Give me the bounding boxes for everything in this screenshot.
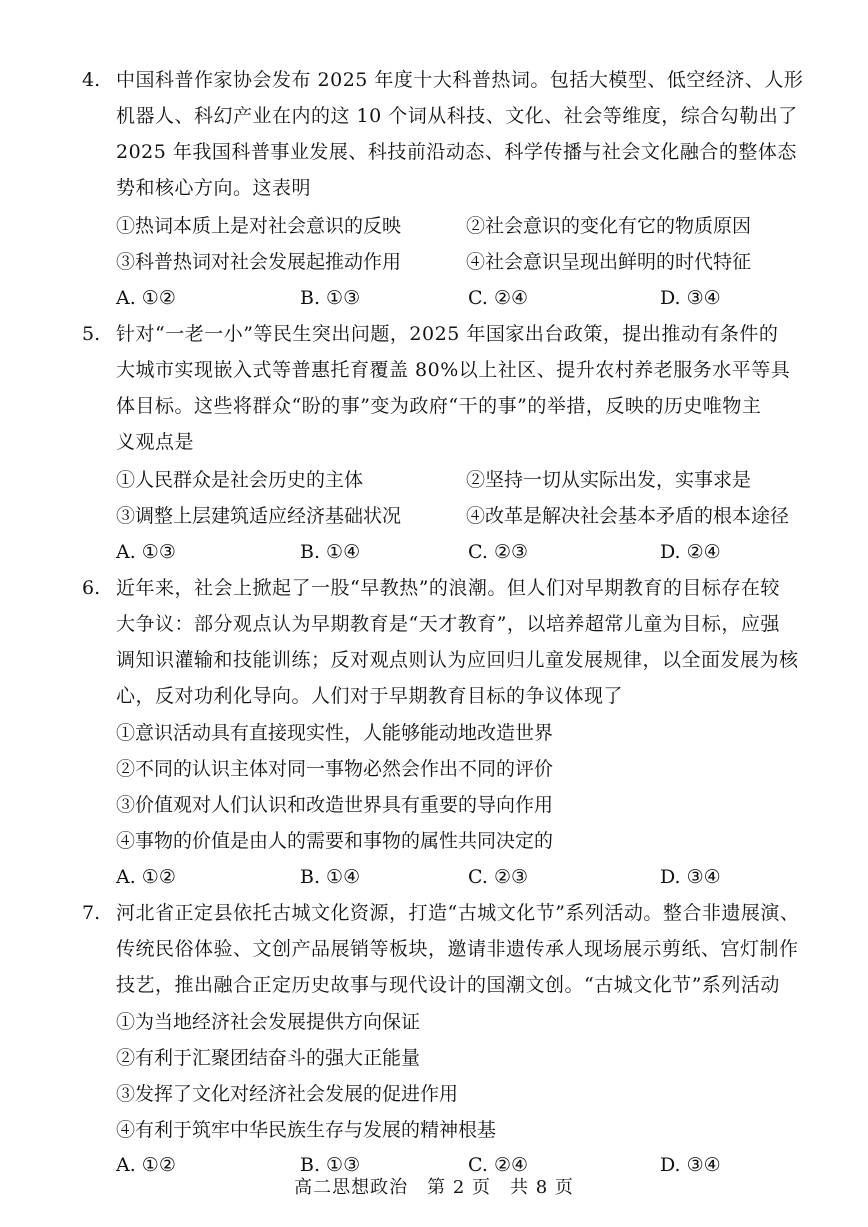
answer-choice-d[interactable]: D. ③④ (660, 287, 721, 309)
option-1: ①热词本质上是对社会意识的反映 (116, 215, 402, 237)
question-number: 4. (82, 69, 101, 91)
option-2: ②有利于汇聚团结奋斗的强大正能量 (116, 1047, 421, 1069)
question-number: 5. (82, 323, 101, 345)
option-1: ①为当地经济社会发展提供方向保证 (116, 1011, 421, 1033)
answer-choice-b[interactable]: B. ①④ (300, 866, 361, 888)
stem-line: 体目标。这些将群众“盼的事”变为政府“干的事”的举措，反映的历史唯物主 (116, 395, 762, 417)
answer-choice-c[interactable]: C. ②④ (468, 1154, 529, 1176)
question-number: 7. (82, 902, 101, 924)
answer-choice-a[interactable]: A. ①③ (116, 541, 176, 563)
option-3: ③调整上层建筑适应经济基础状况 (116, 505, 402, 527)
option-4: ④改革是解决社会基本矛盾的根本途径 (466, 505, 790, 527)
stem-line: 大争议：部分观点认为早期教育是“天才教育”，以培养超常儿童为目标，应强 (116, 613, 780, 635)
answer-choice-c[interactable]: C. ②③ (468, 541, 529, 563)
option-2: ②坚持一切从实际出发，实事求是 (466, 469, 752, 491)
stem-line: 机器人、科幻产业在内的这 10 个词从科技、文化、社会等维度，综合勾勒出了 (116, 105, 798, 127)
answer-choice-b[interactable]: B. ①③ (300, 1154, 361, 1176)
option-3: ③发挥了文化对经济社会发展的促进作用 (116, 1083, 459, 1105)
stem-line: 针对“一老一小”等民生突出问题，2025 年国家出台政策，提出推动有条件的 (116, 323, 779, 345)
stem-line: 势和核心方向。这表明 (116, 177, 312, 199)
stem-line: 中国科普作家协会发布 2025 年度十大科普热词。包括大模型、低空经济、人形 (116, 69, 804, 91)
stem-line: 心，反对功利化导向。人们对于早期教育目标的争议体现了 (116, 685, 624, 707)
stem-line: 调知识灌输和技能训练；反对观点则认为应回归儿童发展规律，以全面发展为核 (116, 649, 799, 671)
answer-choice-b[interactable]: B. ①③ (300, 287, 361, 309)
stem-line: 大城市实现嵌入式等普惠托育覆盖 80%以上社区、提升农村养老服务水平等具 (116, 359, 791, 381)
option-4: ④有利于筑牢中华民族生存与发展的精神根基 (116, 1119, 497, 1141)
answer-choice-d[interactable]: D. ②④ (660, 541, 721, 563)
answer-choice-a[interactable]: A. ①② (116, 287, 176, 309)
answer-choice-c[interactable]: C. ②③ (468, 866, 529, 888)
stem-line: 近年来，社会上掀起了一股“早教热”的浪潮。但人们对早期教育的目标存在较 (116, 577, 780, 599)
answer-choice-a[interactable]: A. ①② (116, 866, 176, 888)
stem-line: 2025 年我国科普事业发展、科技前沿动态、科学传播与社会文化融合的整体态 (116, 141, 797, 163)
stem-line: 技艺，推出融合正定历史故事与现代设计的国潮文创。“古城文化节”系列活动 (116, 974, 780, 996)
option-3: ③价值观对人们认识和改造世界具有重要的导向作用 (116, 794, 554, 816)
answer-choice-a[interactable]: A. ①② (116, 1154, 176, 1176)
option-2: ②不同的认识主体对同一事物必然会作出不同的评价 (116, 758, 554, 780)
page-footer: 高二思想政治 第 2 页 共 8 页 (294, 1177, 574, 1198)
option-1: ①意识活动具有直接现实性，人能够能动地改造世界 (116, 722, 554, 744)
answer-choice-d[interactable]: D. ③④ (660, 866, 721, 888)
answer-choice-c[interactable]: C. ②④ (468, 287, 529, 309)
question-number: 6. (82, 577, 101, 599)
stem-line: 义观点是 (116, 431, 195, 453)
option-3: ③科普热词对社会发展起推动作用 (116, 251, 402, 273)
option-4: ④社会意识呈现出鲜明的时代特征 (466, 251, 752, 273)
option-4: ④事物的价值是由人的需要和事物的属性共同决定的 (116, 830, 554, 852)
option-1: ①人民群众是社会历史的主体 (116, 469, 364, 491)
stem-line: 传统民俗体验、文创产品展销等板块，邀请非遗传承人现场展示剪纸、宫灯制作 (116, 938, 799, 960)
answer-choice-d[interactable]: D. ③④ (660, 1154, 721, 1176)
answer-choice-b[interactable]: B. ①④ (300, 541, 361, 563)
option-2: ②社会意识的变化有它的物质原因 (466, 215, 752, 237)
stem-line: 河北省正定县依托古城文化资源，打造“古城文化节”系列活动。整合非遗展演、 (116, 902, 800, 924)
